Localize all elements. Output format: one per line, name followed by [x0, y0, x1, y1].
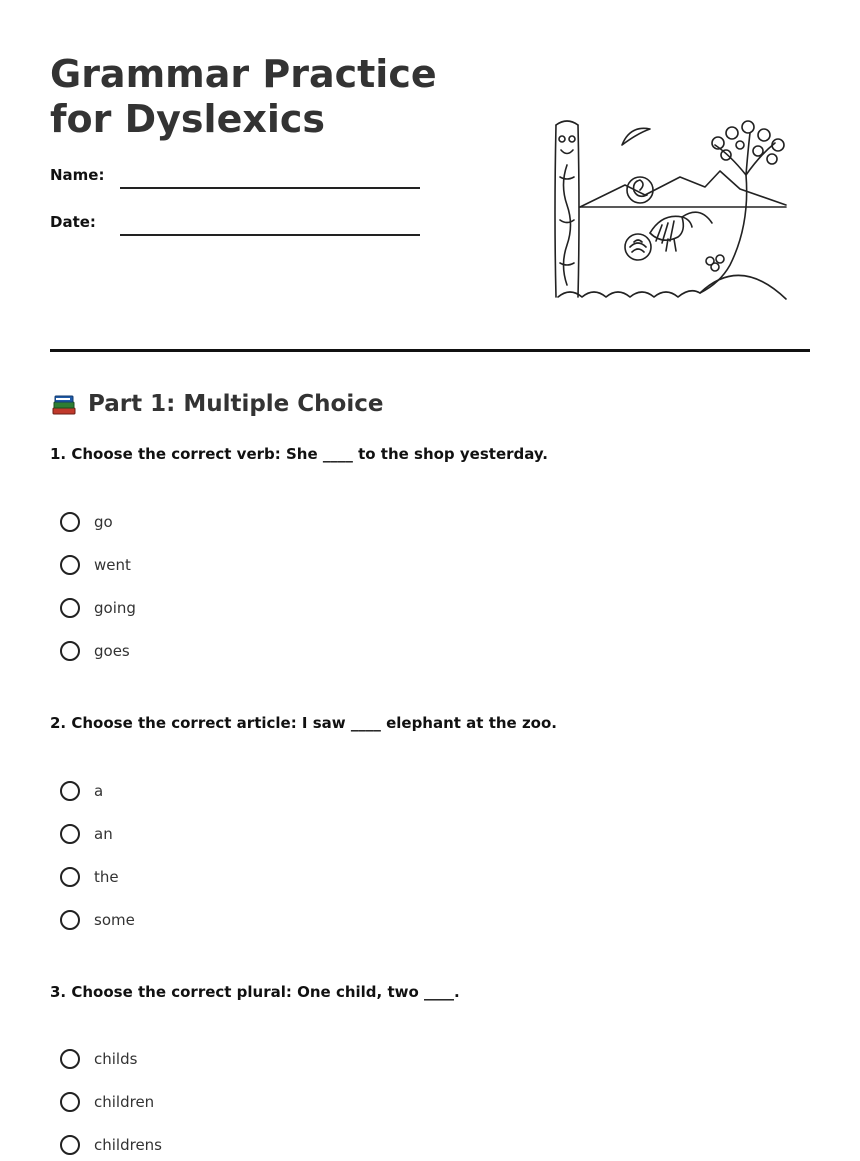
header-divider [50, 349, 810, 352]
question-1: 1. Choose the correct verb: She ____ to the shop yesterday. [50, 445, 549, 463]
option-label: a [94, 782, 104, 800]
radio-button[interactable] [60, 910, 80, 930]
option-label: goes [94, 642, 130, 660]
q2-option-1[interactable] [60, 779, 103, 803]
option-label: children [94, 1093, 155, 1111]
q1-option-4[interactable] [60, 639, 130, 663]
radio-button[interactable] [60, 598, 80, 618]
books-icon [50, 390, 78, 418]
q2-option-4[interactable] [60, 908, 135, 932]
q3-option-1[interactable] [60, 1047, 137, 1071]
q3-option-3[interactable] [60, 1133, 162, 1157]
radio-button[interactable] [60, 867, 80, 887]
radio-button[interactable] [60, 641, 80, 661]
page-title: Grammar Practice for Dyslexics [50, 52, 437, 141]
date-field-line[interactable] [120, 234, 420, 236]
section-title [50, 388, 383, 420]
q1-option-1[interactable] [60, 510, 113, 534]
question-3: 3. Choose the correct plural: One child, two ____. [50, 983, 460, 1001]
option-label: some [94, 911, 135, 929]
date-label: Date: [50, 213, 96, 231]
q2-option-3[interactable] [60, 865, 119, 889]
radio-button[interactable] [60, 512, 80, 532]
name-label: Name: [50, 166, 105, 184]
option-label: went [94, 556, 131, 574]
question-2: 2. Choose the correct article: I saw ____ elephant at the zoo. [50, 714, 557, 732]
name-field-line[interactable] [120, 187, 420, 189]
radio-button[interactable] [60, 555, 80, 575]
q2-option-2[interactable] [60, 822, 113, 846]
radio-button[interactable] [60, 781, 80, 801]
section-title-text: Part 1: Multiple Choice [88, 391, 384, 417]
radio-button[interactable] [60, 1049, 80, 1069]
option-label: an [94, 825, 113, 843]
radio-button[interactable] [60, 1135, 80, 1155]
radio-button[interactable] [60, 824, 80, 844]
radio-button[interactable] [60, 1092, 80, 1112]
option-label: go [94, 513, 113, 531]
option-label: going [94, 599, 136, 617]
decorative-illustration [550, 115, 790, 305]
q1-option-3[interactable] [60, 596, 136, 620]
q3-option-2[interactable] [60, 1090, 154, 1114]
option-label: childrens [94, 1136, 162, 1154]
option-label: childs [94, 1050, 138, 1068]
q1-option-2[interactable] [60, 553, 131, 577]
option-label: the [94, 868, 119, 886]
